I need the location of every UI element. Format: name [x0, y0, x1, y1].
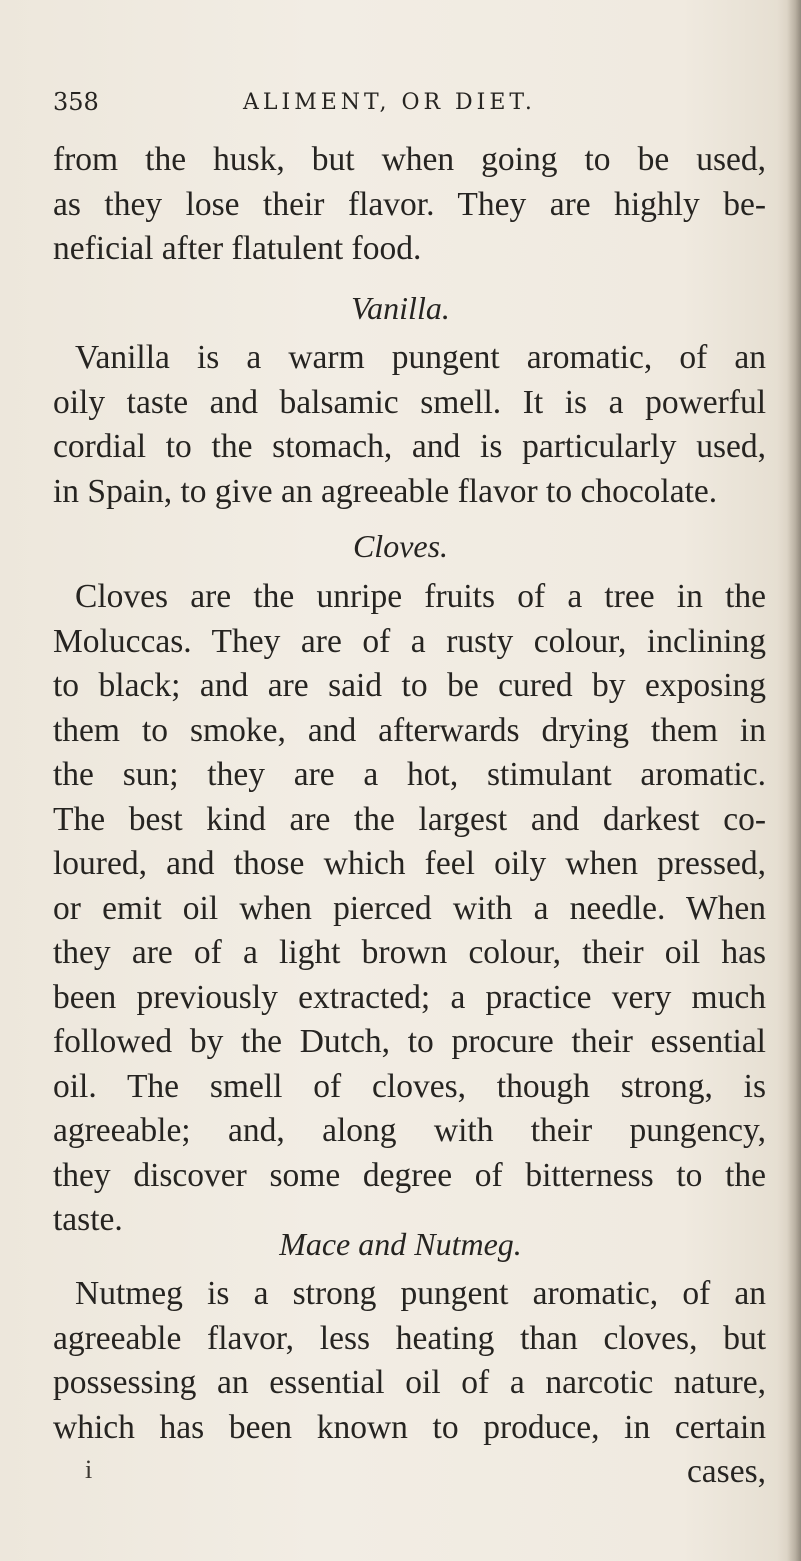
page-edge-shadow [787, 0, 801, 1561]
text-line: Nutmeg is a strong pungent aromatic, of an [75, 1275, 766, 1312]
page-header [53, 88, 773, 122]
text-line: them to smoke, and afterwards drying them in [53, 711, 766, 749]
text-line: they discover some degree of bitterness to the [53, 1156, 766, 1194]
section-body-vanilla [53, 336, 766, 514]
intro-paragraph [53, 138, 766, 272]
text-line: cordial to the stomach, and is particularly used, [53, 428, 766, 465]
text-line: the sun; they are a hot, stimulant aromatic. [53, 756, 766, 793]
text-line: Moluccas. They are of a rusty colour, inclining [53, 622, 766, 660]
text-line: followed by the Dutch, to procure their essential [53, 1023, 766, 1060]
section-heading-vanilla: Vanilla. [351, 290, 450, 326]
text-line: neficial after flatulent food. [53, 230, 422, 267]
catchword: cases, [686, 1453, 766, 1490]
text-line: in Spain, to give an agreeable flavor to chocolate. [53, 472, 718, 510]
text-line: agreeable flavor, less heating than cloves, but [53, 1319, 766, 1357]
section-heading-cloves: Cloves. [352, 528, 449, 564]
text-line: or emit oil when pierced with a needle. When [53, 889, 766, 927]
page-number: 358 [53, 88, 99, 116]
text-line: been previously extracted; a practice very much [53, 978, 766, 1016]
text-line: oily taste and balsamic smell. It is a powerful [53, 383, 766, 421]
text-line: The best kind are the largest and darkest co- [53, 800, 766, 838]
section-heading-mace-nutmeg: Mace and Nutmeg. [279, 1226, 522, 1262]
text-line: possessing an essential oil of a narcotic nature, [53, 1364, 766, 1401]
text-line: Vanilla is a warm pungent aromatic, of an [75, 339, 766, 376]
text-line: they are of a light brown colour, their oil has [53, 934, 766, 971]
running-title: ALIMENT, OR DIET. [243, 90, 536, 115]
text-line: which has been known to produce, in certain [53, 1408, 766, 1446]
text-line: taste. [53, 1201, 123, 1238]
text-line: from the husk, but when going to be used, [53, 141, 766, 178]
text-line: to black; and are said to be cured by exposing [53, 667, 766, 704]
text-line: loured, and those which feel oily when pressed, [53, 845, 766, 882]
text-line: as they lose their flavor. They are highly be- [53, 185, 766, 223]
text-line: oil. The smell of cloves, though strong, is [53, 1067, 766, 1105]
text-line: Cloves are the unripe fruits of a tree in the [75, 578, 766, 615]
signature-mark: i [85, 1455, 93, 1484]
text-line: agreeable; and, along with their pungency, [53, 1112, 766, 1149]
section-body-cloves [53, 575, 766, 1243]
section-body-mace-nutmeg [53, 1272, 766, 1495]
